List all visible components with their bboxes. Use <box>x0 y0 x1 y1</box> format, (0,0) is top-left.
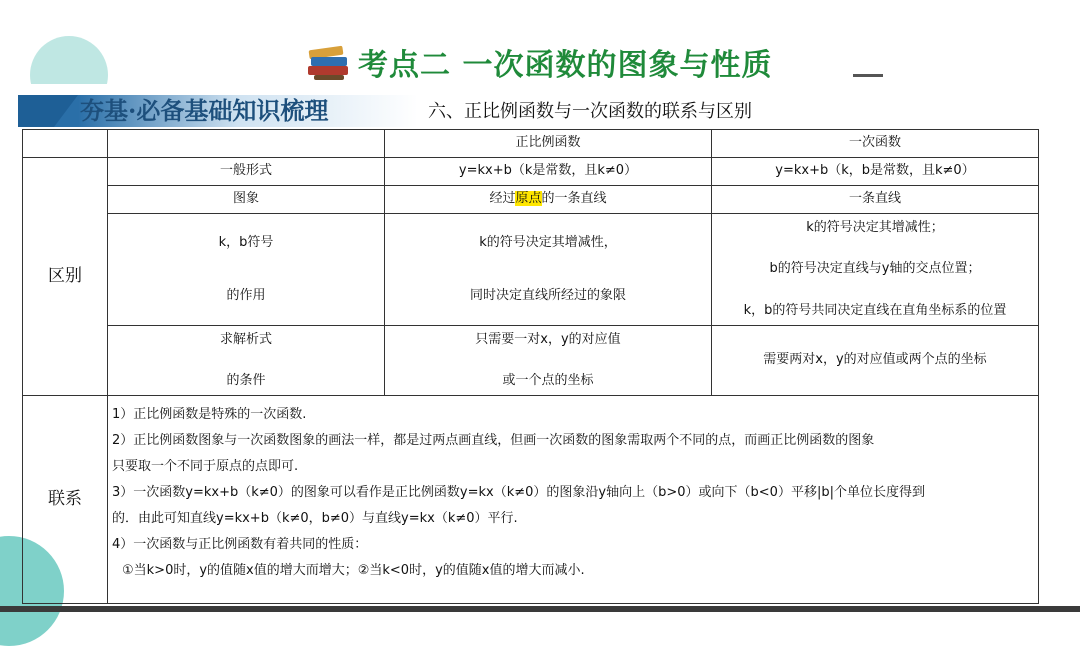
row-yici: k的符号决定其增减性； b的符号决定直线与y轴的交点位置； k，b的符号共同决定直线在直角坐标系的位置 <box>712 214 1039 326</box>
header-zhengbili: 正比例函数 <box>385 130 712 158</box>
qubie-label: 区别 <box>23 158 108 396</box>
table-header-row <box>23 130 1039 158</box>
header-yici: 一次函数 <box>712 130 1039 158</box>
row-label: 一般形式 <box>108 158 385 186</box>
row-zhengbili: 只需要一对x，y的对应值 或一个点的坐标 <box>385 326 712 396</box>
banner-text: 夯基·必备基础知识梳理 <box>80 96 329 125</box>
table-row <box>23 158 1039 186</box>
table-row <box>23 186 1039 214</box>
bottom-frame <box>0 606 1080 612</box>
header-empty-1 <box>23 130 108 158</box>
section-heading: 六、正比例函数与一次函数的联系与区别 <box>428 101 752 122</box>
page-title <box>306 40 772 84</box>
books-icon <box>306 42 350 82</box>
table-row <box>23 326 1039 396</box>
row-zhengbili: k的符号决定其增减性， 同时决定直线所经过的象限 <box>385 214 712 326</box>
row-zhengbili: y=kx+b（k是常数，且k≠0） <box>385 158 712 186</box>
row-zhengbili: 经过原点的一条直线 <box>385 186 712 214</box>
lianxi-content: 1）正比例函数是特殊的一次函数. 2）正比例函数图象与一次函数图象的画法一样，都是过两点画直线，但画一次函数的图象需取两个不同的点，而画正比例函数的图象 只要取一个不同于原点的点即可. 3）一次函数y=kx+b（k≠0）的图象可以看作是正比例函数y=kx（k≠0）的图象沿y轴向上（b>0）或向下（b<0）平移|b|个单位长度得到 的．由此可知直线y=kx+b（k≠0，b≠0）与直线y=kx（k≠0）平行. 4）一次函数与正比例函数有着共同的性质： ①当k>0时，y的值随x值的增大而增大；②当k<0时，y的值随x值的增大而减小. <box>108 396 1039 604</box>
lianxi-label: 联系 <box>23 396 108 604</box>
row-label: k，b符号 的作用 <box>108 214 385 326</box>
table-row <box>23 396 1039 604</box>
header-empty-2 <box>108 130 385 158</box>
highlighted-text: 原点 <box>515 191 542 207</box>
row-yici: y=kx+b（k，b是常数，且k≠0） <box>712 158 1039 186</box>
row-label: 求解析式 的条件 <box>108 326 385 396</box>
row-yici: 一条直线 <box>712 186 1039 214</box>
comparison-table <box>22 129 1039 604</box>
row-label: 图象 <box>108 186 385 214</box>
table-row <box>23 214 1039 326</box>
row-yici: 需要两对x，y的对应值或两个点的坐标 <box>712 326 1039 396</box>
title-text: 考点二 一次函数的图象与性质 <box>358 48 773 83</box>
title-dash <box>853 74 883 77</box>
